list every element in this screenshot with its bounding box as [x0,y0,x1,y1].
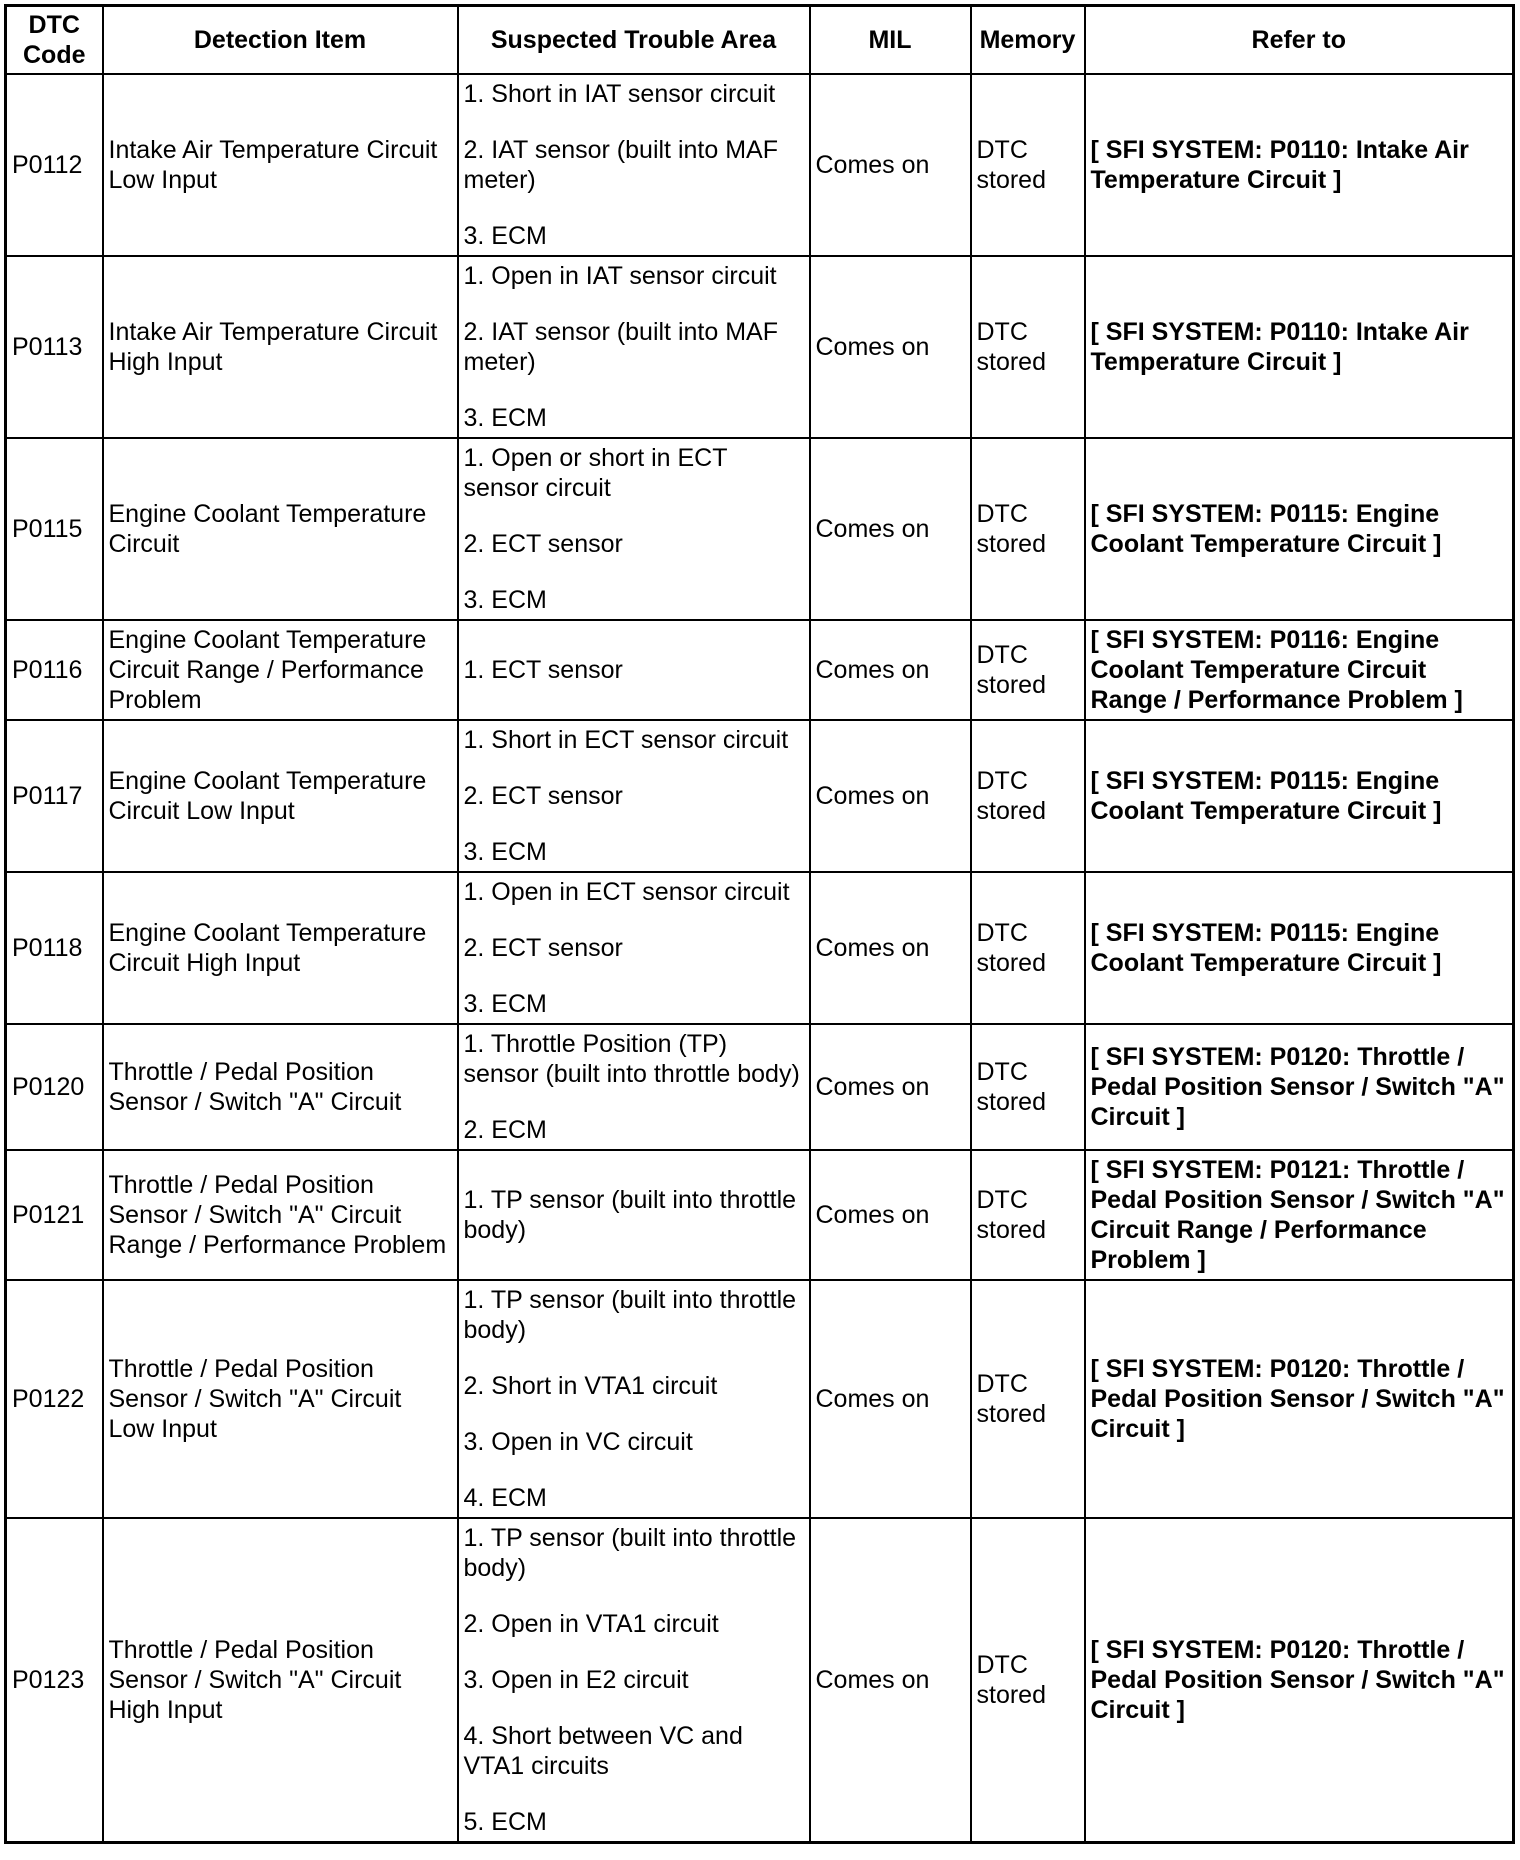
table-row [6,1024,1514,1150]
trouble-area-item: 4. ECM [463,1484,547,1512]
trouble-area-cell [458,1024,810,1150]
memory-cell: DTC stored [971,1024,1085,1150]
detection-item-cell: Engine Coolant Temperature Circuit Low Input [103,720,458,872]
table-row [6,872,1514,1024]
trouble-area-item: 4. Short between VC and VTA1 circuits [463,1722,743,1780]
mil-cell: Comes on [810,74,971,256]
trouble-area-item: 1. Open in IAT sensor circuit [463,262,777,290]
dtc-table [4,4,1515,1844]
memory-cell: DTC stored [971,1150,1085,1280]
mil-cell: Comes on [810,872,971,1024]
header-dtc-code: DTC Code [6,6,103,75]
trouble-area-item: 2. ECM [463,1116,547,1144]
detection-item-cell: Throttle / Pedal Position Sensor / Switch "A" Circuit Range / Performance Problem [103,1150,458,1280]
trouble-area-item: 2. IAT sensor (built into MAF meter) [463,136,778,194]
table-row [6,74,1514,256]
memory-cell: DTC stored [971,1518,1085,1843]
dtc-code-cell: P0121 [6,1150,103,1280]
trouble-area-item: 3. ECM [463,838,547,866]
memory-cell: DTC stored [971,720,1085,872]
trouble-area-item: 2. Open in VTA1 circuit [463,1610,719,1638]
dtc-code-cell: P0120 [6,1024,103,1150]
memory-cell: DTC stored [971,438,1085,620]
trouble-area-item: 2. ECT sensor [463,782,623,810]
trouble-area-item: 3. Open in VC circuit [463,1428,693,1456]
refer-to-cell: [ SFI SYSTEM: P0121: Throttle / Pedal Position Sensor / Switch "A" Circuit Range / Performance Problem ] [1085,1150,1514,1280]
trouble-area-item: 3. ECM [463,990,547,1018]
detection-item-cell: Engine Coolant Temperature Circuit High Input [103,872,458,1024]
trouble-area-item: 2. ECT sensor [463,530,623,558]
memory-cell: DTC stored [971,620,1085,720]
trouble-area-cell [458,256,810,438]
trouble-area-cell [458,1150,810,1280]
dtc-code-cell: P0113 [6,256,103,438]
refer-to-cell: [ SFI SYSTEM: P0115: Engine Coolant Temperature Circuit ] [1085,720,1514,872]
mil-cell: Comes on [810,720,971,872]
detection-item-cell: Throttle / Pedal Position Sensor / Switch "A" Circuit [103,1024,458,1150]
trouble-area-item: 1. ECT sensor [463,656,623,684]
detection-item-cell: Intake Air Temperature Circuit Low Input [103,74,458,256]
table-row [6,1518,1514,1843]
detection-item-cell: Engine Coolant Temperature Circuit Range / Performance Problem [103,620,458,720]
mil-cell: Comes on [810,1150,971,1280]
trouble-area-cell [458,720,810,872]
trouble-area-item: 5. ECM [463,1808,547,1836]
header-refer-to: Refer to [1085,6,1514,75]
table-row [6,620,1514,720]
dtc-code-cell: P0118 [6,872,103,1024]
mil-cell: Comes on [810,1518,971,1843]
trouble-area-item: 1. TP sensor (built into throttle body) [463,1186,797,1244]
refer-to-cell: [ SFI SYSTEM: P0116: Engine Coolant Temperature Circuit Range / Performance Problem ] [1085,620,1514,720]
header-memory: Memory [971,6,1085,75]
dtc-code-cell: P0115 [6,438,103,620]
dtc-code-cell: P0117 [6,720,103,872]
header-suspected-trouble-area: Suspected Trouble Area [458,6,810,75]
mil-cell: Comes on [810,1024,971,1150]
mil-cell: Comes on [810,1280,971,1518]
trouble-area-cell [458,1280,810,1518]
trouble-area-item: 3. ECM [463,222,547,250]
mil-cell: Comes on [810,438,971,620]
trouble-area-item: 1. Short in ECT sensor circuit [463,726,789,754]
detection-item-cell: Engine Coolant Temperature Circuit [103,438,458,620]
header-mil: MIL [810,6,971,75]
trouble-area-item: 2. IAT sensor (built into MAF meter) [463,318,778,376]
trouble-area-item: 3. Open in E2 circuit [463,1666,689,1694]
table-header-row [6,6,1514,75]
detection-item-cell: Intake Air Temperature Circuit High Input [103,256,458,438]
refer-to-cell: [ SFI SYSTEM: P0110: Intake Air Temperature Circuit ] [1085,256,1514,438]
trouble-area-item: 3. ECM [463,404,547,432]
header-detection-item: Detection Item [103,6,458,75]
refer-to-cell: [ SFI SYSTEM: P0120: Throttle / Pedal Position Sensor / Switch "A" Circuit ] [1085,1280,1514,1518]
refer-to-cell: [ SFI SYSTEM: P0120: Throttle / Pedal Position Sensor / Switch "A" Circuit ] [1085,1518,1514,1843]
trouble-area-item: 1. TP sensor (built into throttle body) [463,1524,797,1582]
detection-item-cell: Throttle / Pedal Position Sensor / Switch "A" Circuit Low Input [103,1280,458,1518]
trouble-area-cell [458,1518,810,1843]
trouble-area-item: 1. Throttle Position (TP) sensor (built into throttle body) [463,1030,800,1088]
dtc-code-cell: P0112 [6,74,103,256]
memory-cell: DTC stored [971,74,1085,256]
trouble-area-cell [458,620,810,720]
mil-cell: Comes on [810,620,971,720]
trouble-area-item: 3. ECM [463,586,547,614]
memory-cell: DTC stored [971,1280,1085,1518]
trouble-area-cell [458,872,810,1024]
trouble-area-item: 2. Short in VTA1 circuit [463,1372,718,1400]
refer-to-cell: [ SFI SYSTEM: P0115: Engine Coolant Temperature Circuit ] [1085,872,1514,1024]
trouble-area-item: 1. Short in IAT sensor circuit [463,80,776,108]
table-row [6,438,1514,620]
trouble-area-item: 1. TP sensor (built into throttle body) [463,1286,797,1344]
memory-cell: DTC stored [971,872,1085,1024]
table-body [6,74,1514,1843]
table-row [6,1150,1514,1280]
memory-cell: DTC stored [971,256,1085,438]
table-row [6,720,1514,872]
refer-to-cell: [ SFI SYSTEM: P0110: Intake Air Temperature Circuit ] [1085,74,1514,256]
table-row [6,256,1514,438]
detection-item-cell: Throttle / Pedal Position Sensor / Switch "A" Circuit High Input [103,1518,458,1843]
dtc-code-cell: P0116 [6,620,103,720]
trouble-area-item: 1. Open or short in ECT sensor circuit [463,444,728,502]
table-row [6,1280,1514,1518]
refer-to-cell: [ SFI SYSTEM: P0120: Throttle / Pedal Position Sensor / Switch "A" Circuit ] [1085,1024,1514,1150]
dtc-code-cell: P0122 [6,1280,103,1518]
refer-to-cell: [ SFI SYSTEM: P0115: Engine Coolant Temperature Circuit ] [1085,438,1514,620]
mil-cell: Comes on [810,256,971,438]
trouble-area-item: 1. Open in ECT sensor circuit [463,878,790,906]
dtc-code-cell: P0123 [6,1518,103,1843]
trouble-area-cell [458,74,810,256]
trouble-area-item: 2. ECT sensor [463,934,623,962]
trouble-area-cell [458,438,810,620]
